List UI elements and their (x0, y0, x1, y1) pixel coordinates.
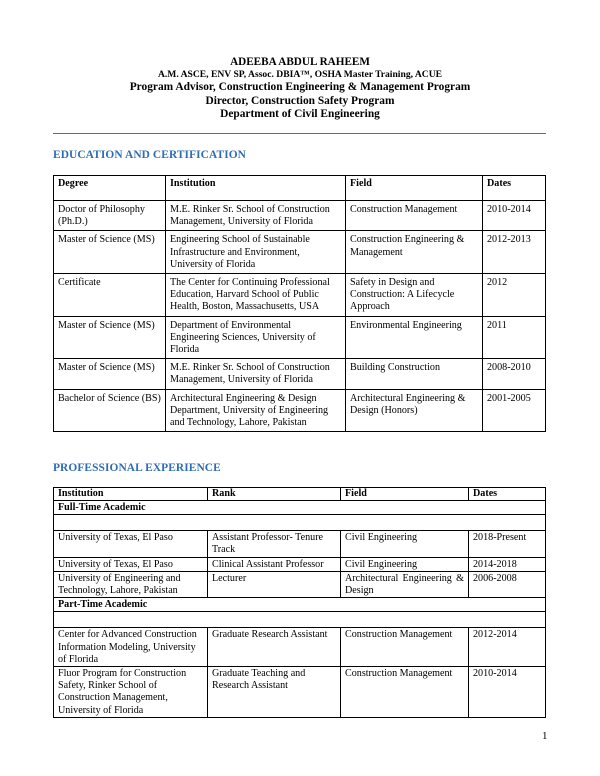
experience-heading: PROFESSIONAL EXPERIENCE (53, 462, 221, 474)
column-header: Dates (483, 176, 546, 201)
degree-cell: Bachelor of Science (BS) (54, 389, 166, 432)
degree-cell: Master of Science (MS) (54, 316, 166, 359)
column-header: Dates (469, 488, 546, 501)
rank-cell: Assistant Professor- Tenure Track (208, 531, 341, 557)
group-header-row (54, 598, 546, 612)
field-cell: Construction Management (346, 201, 483, 231)
dates-cell: 2010-2014 (483, 201, 546, 231)
rank-cell: Lecturer (208, 571, 341, 597)
table-row (54, 231, 546, 274)
spacer-row (54, 515, 546, 531)
column-header: Institution (54, 488, 208, 501)
column-header: Field (341, 488, 469, 501)
field-cell: Safety in Design and Construction: A Lifecycle Approach (346, 274, 483, 317)
job-title-1: Program Advisor, Construction Engineering & Management Program (129, 81, 471, 94)
spacer-row (54, 612, 546, 628)
field-cell: Construction Management (341, 667, 469, 718)
degree-cell: Master of Science (MS) (54, 231, 166, 274)
table-row (54, 359, 546, 389)
institution-cell: Department of Environmental Engineering Sciences, University of Florida (166, 316, 346, 359)
dates-cell: 2014-2018 (469, 557, 546, 571)
field-cell: Civil Engineering (341, 557, 469, 571)
dates-cell: 2006-2008 (469, 571, 546, 597)
dates-cell: 2001-2005 (483, 389, 546, 432)
institution-cell: Fluor Program for Construction Safety, Rinker School of Construction Management, University of Florida (54, 667, 208, 718)
institution-cell: University of Engineering and Technology, Lahore, Pakistan (54, 571, 208, 597)
dates-cell: 2008-2010 (483, 359, 546, 389)
table-row (54, 274, 546, 317)
table-row (54, 628, 546, 667)
column-header: Field (346, 176, 483, 201)
field-cell: Architectural Engineering & Design (Honors) (346, 389, 483, 432)
degree-cell: Doctor of Philosophy (Ph.D.) (54, 201, 166, 231)
institution-cell: Engineering School of Sustainable Infrastructure and Environment, University of Florida (166, 231, 346, 274)
field-cell: Construction Engineering & Management (346, 231, 483, 274)
group-header-row (54, 501, 546, 515)
field-cell: Construction Management (341, 628, 469, 667)
education-heading: EDUCATION AND CERTIFICATION (53, 149, 247, 161)
education-table (53, 175, 546, 432)
table-row (54, 389, 546, 432)
experience-header-row (54, 488, 546, 501)
degree-cell: Master of Science (MS) (54, 359, 166, 389)
institution-cell: The Center for Continuing Professional Education, Harvard School of Public Health, Boston, Massachusetts, USA (166, 274, 346, 317)
table-row (54, 531, 546, 557)
table-row (54, 667, 546, 718)
institution-cell: Center for Advanced Construction Information Modeling, University of Florida (54, 628, 208, 667)
person-name: ADEEBA ABDUL RAHEEM (230, 56, 370, 68)
dates-cell: 2012-2014 (469, 628, 546, 667)
table-row (54, 557, 546, 571)
field-cell: Architectural Engineering & Design (341, 571, 469, 597)
part-time-label: Part-Time Academic (54, 598, 546, 612)
dates-cell: 2012-2013 (483, 231, 546, 274)
dates-cell: 2010-2014 (469, 667, 546, 718)
column-header: Rank (208, 488, 341, 501)
column-header: Degree (54, 176, 166, 201)
education-header-row (54, 176, 546, 201)
institution-cell: University of Texas, El Paso (54, 531, 208, 557)
dates-cell: 2011 (483, 316, 546, 359)
page-number: 1 (542, 730, 548, 742)
full-time-label: Full-Time Academic (54, 501, 546, 515)
field-cell: Building Construction (346, 359, 483, 389)
header-divider (53, 133, 546, 134)
table-row (54, 201, 546, 231)
resume-header (0, 56, 600, 122)
institution-cell: Architectural Engineering & Design Department, University of Engineering and Technology, Lahore, Pakistan (166, 389, 346, 432)
degree-cell: Certificate (54, 274, 166, 317)
table-row (54, 316, 546, 359)
field-cell: Environmental Engineering (346, 316, 483, 359)
dates-cell: 2018-Present (469, 531, 546, 557)
institution-cell: M.E. Rinker Sr. School of Construction Management, University of Florida (166, 359, 346, 389)
experience-table (53, 487, 546, 718)
credentials: A.M. ASCE, ENV SP, Assoc. DBIA™, OSHA Master Training, ACUE (157, 69, 443, 81)
column-header: Institution (166, 176, 346, 201)
rank-cell: Graduate Research Assistant (208, 628, 341, 667)
rank-cell: Clinical Assistant Professor (208, 557, 341, 571)
department: Department of Civil Engineering (220, 108, 380, 121)
field-cell: Civil Engineering (341, 531, 469, 557)
dates-cell: 2012 (483, 274, 546, 317)
institution-cell: M.E. Rinker Sr. School of Construction Management, University of Florida (166, 201, 346, 231)
rank-cell: Graduate Teaching and Research Assistant (208, 667, 341, 718)
table-row (54, 571, 546, 597)
institution-cell: University of Texas, El Paso (54, 557, 208, 571)
job-title-2: Director, Construction Safety Program (205, 94, 395, 107)
